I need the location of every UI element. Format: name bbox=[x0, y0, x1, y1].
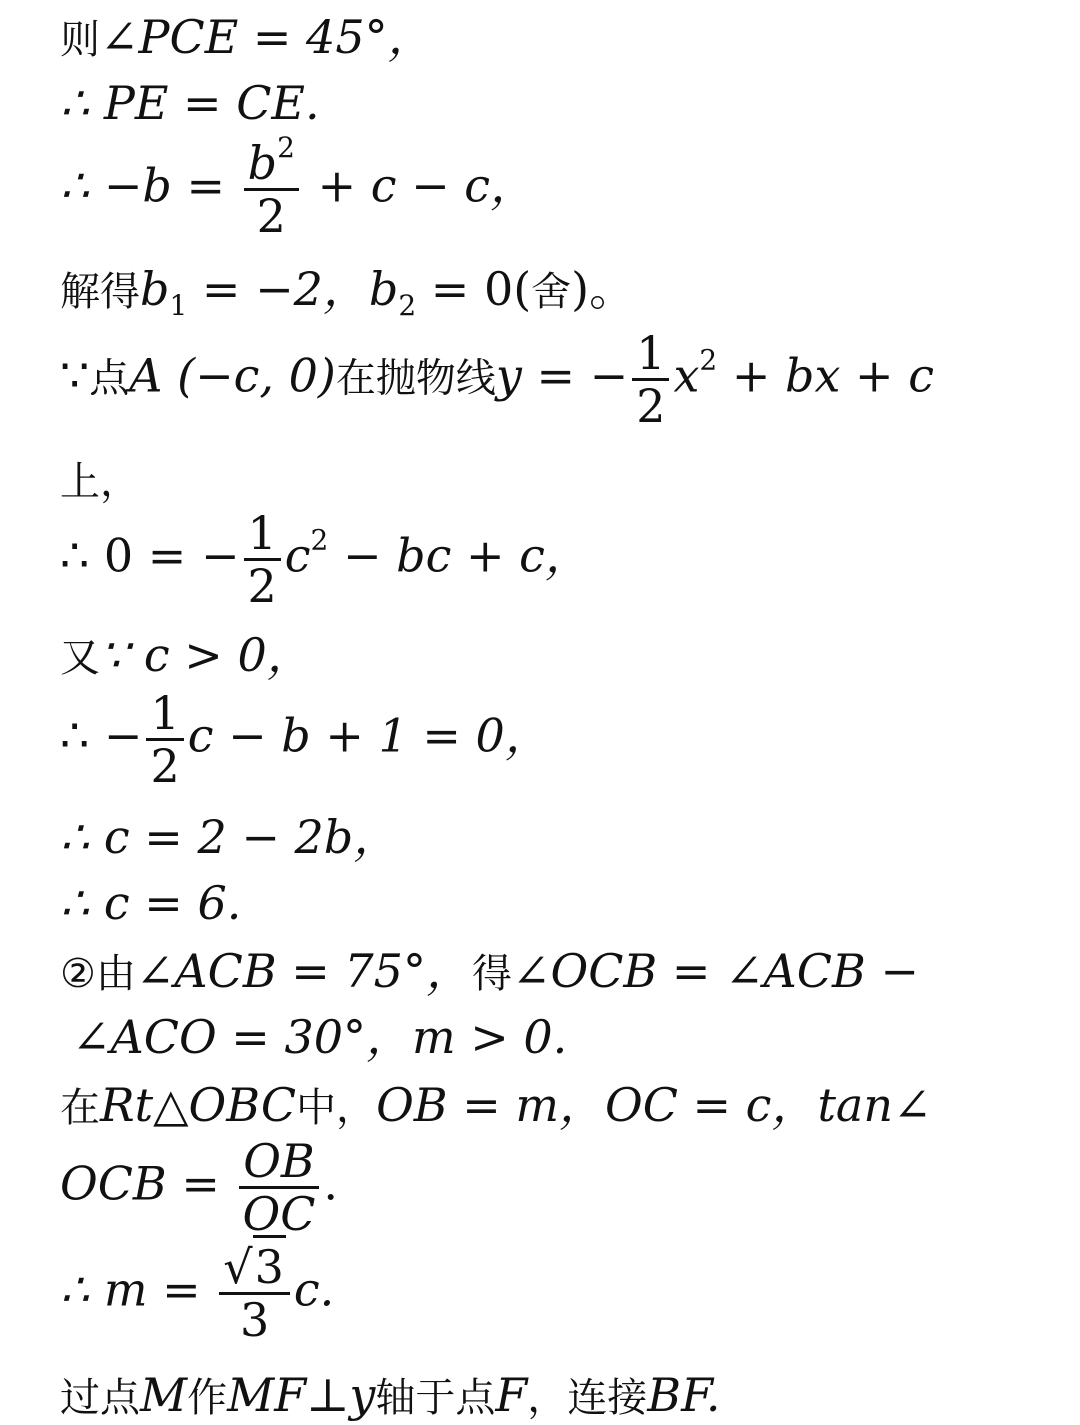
step-m-in-c bbox=[60, 1240, 335, 1347]
math-expr: ∵ c > 0， bbox=[100, 628, 313, 682]
fraction-numerator bbox=[219, 1240, 290, 1295]
math-expr: (−c, 0) bbox=[162, 348, 336, 403]
math-expr: ∠ACO = 30°，m > 0. bbox=[72, 1010, 568, 1064]
fraction-numerator: $b^2$ bbox=[244, 140, 299, 191]
subscript: 1 bbox=[169, 289, 188, 322]
math-expr: + bx + c bbox=[717, 348, 934, 403]
text-cn: 在抛物线 bbox=[335, 355, 496, 402]
step-c-positive bbox=[60, 628, 313, 682]
step-minus-b-equation bbox=[60, 131, 537, 243]
math-var: b bbox=[368, 262, 399, 316]
math-expr: OB = m，OC = c，tan∠ bbox=[376, 1078, 932, 1132]
text-cn: 中， bbox=[296, 1085, 377, 1131]
math-var: c bbox=[284, 528, 311, 583]
math-expr: c − b + 1 = 0， bbox=[187, 708, 551, 763]
math-expr: MF⊥y bbox=[227, 1368, 376, 1422]
math-expr: = 0( bbox=[416, 262, 532, 316]
step-angle-pce bbox=[60, 10, 434, 64]
text-cn: 在 bbox=[60, 1085, 100, 1131]
fraction bbox=[146, 686, 183, 793]
fraction-numerator: OB bbox=[239, 1138, 320, 1189]
math-tail: + c − c， bbox=[302, 158, 537, 213]
text-cn: ②由 bbox=[60, 951, 136, 997]
superscript: 2 bbox=[310, 523, 329, 557]
math-expr: Rt△OBC bbox=[100, 1078, 297, 1132]
math-lead: ∴ m = bbox=[60, 1262, 216, 1317]
step-right-triangle bbox=[60, 1078, 932, 1132]
step-construct-mf bbox=[60, 1368, 721, 1422]
math-expr: )。 bbox=[571, 262, 636, 316]
sqrt-icon: √3 bbox=[223, 1244, 286, 1290]
fraction-denominator: OC bbox=[242, 1187, 316, 1241]
step-continued-on bbox=[60, 456, 140, 505]
math-expr: BF. bbox=[647, 1368, 721, 1422]
fraction-numerator: 1 bbox=[146, 690, 183, 741]
fraction bbox=[239, 1134, 320, 1241]
fraction-numerator: 1 bbox=[632, 330, 669, 381]
step-part-2-angles bbox=[60, 944, 919, 998]
step-point-a-on-parabola bbox=[60, 326, 934, 433]
text-cn: 舍 bbox=[531, 269, 572, 315]
text-cn: 上， bbox=[60, 459, 140, 505]
math-expr: ∴ PE = CE. bbox=[60, 76, 320, 130]
step-pe-equals-ce bbox=[60, 76, 320, 130]
step-tan-ratio bbox=[60, 1134, 339, 1241]
math-lead: ∴ −b = bbox=[60, 158, 240, 213]
math-lead: ∴ 0 = − bbox=[60, 528, 240, 583]
fraction-denominator: 2 bbox=[150, 739, 180, 793]
fraction-denominator: 2 bbox=[256, 189, 286, 243]
text-cn: 得 bbox=[471, 951, 512, 997]
text-cn: 则 bbox=[60, 17, 100, 63]
math-var: A bbox=[129, 348, 163, 403]
fraction-denominator: 2 bbox=[636, 379, 666, 433]
text-cn: 点 bbox=[89, 355, 130, 402]
math-tail: c. bbox=[293, 1262, 335, 1317]
text-cn: 作 bbox=[187, 1375, 228, 1421]
fraction bbox=[632, 326, 669, 433]
fraction-denominator: 2 bbox=[247, 559, 277, 613]
step-divide-c bbox=[60, 686, 551, 793]
text-cn: 解得 bbox=[60, 269, 140, 315]
fraction bbox=[219, 1240, 290, 1347]
math-expr: y = − bbox=[495, 348, 629, 403]
because-symbol: ∵ bbox=[60, 348, 90, 403]
math-var: F bbox=[495, 1368, 528, 1422]
math-var: x bbox=[673, 348, 700, 403]
text-cn: ，连接 bbox=[527, 1375, 648, 1421]
math-var: M bbox=[140, 1368, 188, 1422]
math-expr: ∠ACB = 75°， bbox=[135, 944, 472, 998]
math-lead: ∴ − bbox=[60, 708, 143, 763]
superscript: 2 bbox=[699, 343, 718, 377]
step-angle-aco bbox=[72, 1010, 568, 1064]
math-var: b bbox=[140, 262, 170, 316]
math-expr: ∠PCE = 45°， bbox=[100, 10, 434, 64]
fraction bbox=[244, 131, 299, 243]
subscript: 2 bbox=[398, 289, 417, 322]
step-substitute-a bbox=[60, 506, 591, 613]
fraction bbox=[244, 506, 281, 613]
step-solve-b bbox=[60, 262, 636, 322]
math-expr: ∠OCB = ∠ACB − bbox=[511, 944, 919, 998]
step-c-in-b bbox=[60, 810, 400, 864]
math-lead: OCB = bbox=[60, 1156, 235, 1211]
math-expr: ∴ c = 2 − 2b， bbox=[60, 810, 400, 864]
step-c-equals-6 bbox=[60, 876, 242, 930]
text-cn: 轴于点 bbox=[375, 1375, 496, 1421]
text-cn: 过点 bbox=[60, 1375, 140, 1421]
fraction-numerator: 1 bbox=[244, 510, 281, 561]
math-tail: . bbox=[323, 1156, 339, 1211]
fraction-denominator: 3 bbox=[239, 1293, 270, 1347]
math-expr: − bc + c， bbox=[328, 528, 591, 583]
math-expr: = −2， bbox=[187, 262, 369, 316]
text-cn: 又 bbox=[60, 635, 100, 681]
math-expr: ∴ c = 6. bbox=[60, 876, 242, 930]
